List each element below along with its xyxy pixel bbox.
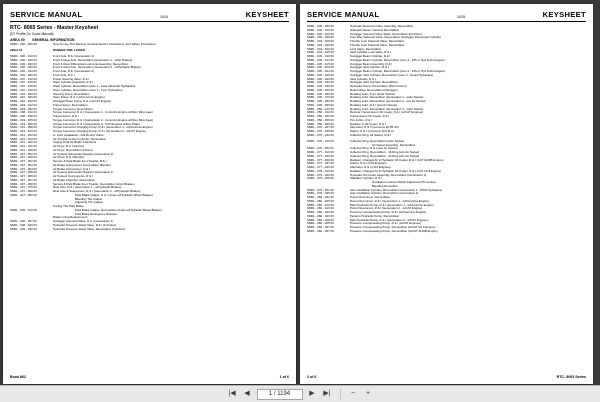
- toc-desc: Radiator & Oil Cooler, R & I: [350, 122, 386, 126]
- toc-desc: Front Axle, R & I (Generation 2): [53, 70, 95, 74]
- first-page-button[interactable]: |◀: [227, 388, 238, 400]
- toc-desc: Main Hydraulic Pump, R & I (Generation 2 - w/CAT Engines): [350, 218, 429, 222]
- toc-desc: Torque Converter Charging Pump, R & I (Generation 2 - w/CAT Engine): [53, 130, 146, 134]
- toc-code: SM01 - 077 - 020 00: [307, 153, 334, 158]
- toc-desc: Hydraulic Oil Cooler Assembly, Recondition (Generation 1): [350, 173, 427, 177]
- toc-desc: Air Brake Chamber, Recondition: [53, 178, 95, 182]
- toc-code: SM01 - 010 - 000 00: [10, 91, 37, 96]
- page-header: [307, 10, 586, 22]
- toc-code: SM01 - 045 - 040 00: [307, 87, 334, 92]
- toc-row: [307, 134, 586, 138]
- toc-desc: Jack Cylinder Lock Valve, R & I: [350, 51, 391, 55]
- page-footer: [307, 375, 586, 379]
- toc-code: SM01 - 050 - 010 00: [307, 106, 334, 111]
- toc-code: SM01 - 045 - 015 00: [307, 61, 334, 66]
- toc-desc: Brake Lining Replacement: [53, 216, 88, 220]
- zoom-in-button[interactable]: +: [363, 388, 374, 400]
- toc-code: SM01 - 007 - 010 00: [10, 76, 37, 81]
- toc-desc: Alternator, R & I (Cummins 6CTB 3C): [350, 126, 399, 130]
- toc-code: SM01 - 020 - 010 00: [10, 54, 37, 59]
- toc-desc: Hydraulic Pressure Relief Valve, Recondition (Function): [53, 227, 126, 231]
- footer-model-name: RTC- 8065 Series: [556, 375, 586, 379]
- toc-code: SM01 - 019 - 010 00: [10, 129, 37, 134]
- area-heading-00: [10, 38, 289, 42]
- toc-desc: Air Swivel Assembly, Recondition: [372, 143, 416, 147]
- toc-desc: Pump Disconnect, Recondition: [350, 196, 391, 200]
- page-header: [10, 10, 289, 22]
- toc-code: SM01 - 077 - 030 00: [307, 157, 334, 162]
- toc-desc: Bleeding Procedure: [372, 184, 398, 188]
- toc-desc: Axle Oscillation Cylinder, Recondition (Generation 1 - HDM Hydraulics): [350, 188, 443, 192]
- toc-code: SM01 - 077 - 040 00: [307, 165, 334, 170]
- toc-desc: Outrigger Solenoid Valve Stack, Recondition (Function): [350, 32, 422, 36]
- toc-code: SM01 - 020 - 020 00: [10, 57, 37, 62]
- toc-desc: Pressure Compensating Pump, Recondition (w/CAT C6.6 Engine): [350, 226, 436, 230]
- toc-code: SM01 - 010 - 006 00: [10, 95, 37, 100]
- header-left-title: SERVICE MANUAL: [10, 10, 83, 19]
- toc-code: SM01 - 027 - 050 00: [10, 151, 37, 156]
- toc-code: SM01 - 076 - 050 00: [307, 146, 334, 151]
- toc-code: SM01 - 027 - 062 00: [10, 159, 37, 164]
- toc-desc: Alternator, R & I (CAT Engines): [350, 166, 391, 170]
- toc-code: SM01 - 027 - 067 00: [10, 177, 37, 182]
- toc-desc: Collector Ring, Recondition - 44 Ring (w/o Air Swivel): [350, 154, 420, 158]
- toc-code: SM01 - 027 - 065 00: [10, 170, 37, 175]
- toc-row: [10, 43, 289, 47]
- toc-desc: Hydraulic Reservoir Filter Assembly, Recondition: [350, 25, 414, 28]
- toc-code: SM01 - 027 - 063 00: [10, 162, 37, 167]
- toc-code: SM01 - 019 - 005 00: [10, 117, 37, 122]
- toc-code: SM01 - 082 - 022 00: [307, 210, 334, 215]
- document-page-2[interactable]: [300, 4, 593, 384]
- toc-desc: Transmission, R & I: [53, 115, 79, 119]
- toc-desc: Air Dryer, R & I (Bendix): [53, 156, 85, 160]
- toc-code: SM01 - 082 - 067 00: [307, 228, 334, 233]
- toc-desc: Air System Components, R & I: [53, 175, 93, 179]
- toc-desc: Outrigger Solenoid Valve, R & I (Generation 1): [53, 220, 114, 224]
- toc-desc: Axle Oscillation Cylinder, Recondition (Generation 2): [350, 192, 419, 196]
- toc-desc: Collector Ring, Recondition - 46 Ring (w/o Air Swivel): [350, 151, 420, 155]
- page-subtitle: (D7 Profile On Cover Manual): [10, 31, 54, 36]
- toc-desc: Service & Park Brake Foot Treadle, R & I: [53, 160, 107, 164]
- toc-code: SM01 - 020 - 030 00: [10, 61, 37, 66]
- toc-desc: Radiator, Charged Air & Hydraulic Oil Cooler, R & I (CAT 3126B Engine): [350, 158, 444, 162]
- toc-code: SM01 - 082 - 048 00: [307, 217, 334, 222]
- viewer-toolbar: [0, 385, 600, 402]
- toc-code: SM01 - 021 - 020 00: [10, 136, 37, 141]
- toc-code: SM01 - 079 - 031 00: [307, 187, 334, 192]
- toc-desc: Starter, R & I (CAT Engines): [350, 162, 387, 166]
- toc-code: SM01 - 039 - 055 00: [307, 24, 334, 28]
- header-document-number: 1015: [160, 14, 169, 19]
- toc-code: SM01 - 027 - 060 00: [10, 155, 37, 160]
- toc-desc: Air Brake Compressor, R & I: [53, 167, 90, 171]
- toc-desc: Front & Rear Differential Lock Axle Assembly, Recondition: [53, 62, 129, 66]
- toc-code: SM01 - 038 - 020 00: [10, 222, 37, 227]
- header-document-number: 1015: [457, 14, 466, 19]
- toc-code: SM01 - 027 - 090 00: [10, 192, 37, 197]
- toc-code: SM01 - 007 - 019 00: [10, 87, 37, 92]
- footer-page-number: 2 of 6: [307, 375, 317, 379]
- toc-desc: Outrigger Beam Cylinder, Recondition (Gen 1 - 225 or Hyd Technologies): [350, 58, 445, 62]
- toc-desc: Hydraulic Pump, Recondition (Pilot Control): [350, 85, 407, 88]
- toc-code: SM01 - 045 - 014 00: [307, 57, 334, 62]
- toc-code: SM01 - 045 - 070 00: [307, 95, 334, 100]
- toc-code: SM01 - 010 - 030 00: [10, 99, 37, 104]
- toc-code: SM01 - 045 - 029 00: [307, 76, 334, 81]
- toc-desc: Rear Axle, R & I (Generation 1 - w/Hydraulic Brakes): [53, 186, 122, 190]
- toc-desc: Lock Valve, Recondition: [350, 47, 382, 51]
- toc-code: SM01 - 082 - 005 00: [307, 198, 334, 203]
- page-footer: [10, 375, 289, 379]
- toc-desc: Throttle Lock Solenoid Valve, Recondition: [350, 43, 405, 47]
- header-right-title: KEYSHEET: [542, 10, 586, 19]
- toc-code: SM01 - 050 - 055 00: [307, 117, 334, 122]
- toc-code: SM01 - 050 - 022 00: [307, 114, 334, 118]
- toc-desc: Front & Rear Axle, Recondition (Generation 1 - w/Air Brakes): [53, 58, 133, 62]
- toc-code: SM01 - 021 - 008 00: [10, 125, 37, 130]
- toc-desc: Torque Converter, R & I (Generation 3 - CAT Engines w/Flex Plate): [53, 122, 140, 126]
- toc-desc: Torque Converter, R & I (Generation 2 - Cummins Engine w/Fiber Ring Gear): [53, 118, 154, 122]
- toc-code: SM01 - 001 - 006 00: [10, 72, 37, 77]
- toc-code: SM01 - 027 - 068 00: [10, 181, 37, 186]
- toc-code: SM01 - 082 - 067 00: [307, 225, 334, 230]
- toc-code: SM01 - 079 - 025 00: [307, 176, 334, 181]
- toc-code: SM01 - 079 - 010 00: [307, 168, 334, 173]
- toc-code: SM01 - 021 - 028 00: [10, 147, 37, 152]
- toc-desc: Wear Cylinder, Recondition (Gen 1 - Iowa Industrial Hydraulics): [53, 85, 136, 89]
- toc-code: SM01 - 045 - 060 00: [307, 91, 334, 96]
- toc-desc: Park Brake Caliper, Recondition (Axles w/Hydraulic Wheel Brakes): [75, 208, 162, 212]
- toc-code: SM01 - 019 - 012 00: [10, 102, 37, 107]
- document-page-1[interactable]: [3, 4, 296, 384]
- toc-desc: Torque Converter, Recondition: [53, 107, 93, 111]
- toc-desc: Pump Disconnect, R & I (Generation 1 - w/Cummins Engine): [350, 199, 429, 203]
- toc-code: SM01 - 044 - 100 00: [307, 46, 334, 51]
- zoom-out-button[interactable]: −: [348, 388, 359, 400]
- toc-code: SM01 - 045 - 080 00: [307, 99, 334, 103]
- header-right-title: KEYSHEET: [245, 10, 289, 19]
- toc-desc: Torque Converter Charging Pump, R & I (Generation 1 - w/Cummins Engine): [53, 126, 153, 130]
- toc-code: SM01 - 076 - 019 00: [307, 138, 334, 143]
- toc-desc: Front & Rear Axle, Recondition (Generation 2 - w/Hydraulic Brakes): [53, 66, 141, 70]
- toc-desc: Park Brake Caliper, R & I (Axles w/Hydraulic Wheel Brakes): [75, 193, 153, 197]
- toc-desc: Outrigger Jack Cylinder, R & I: [350, 66, 389, 70]
- toc-code: SM01 - 075 - 028 00: [307, 129, 334, 133]
- toc-desc: Outrigger Beam Cylinder, R & I: [350, 55, 391, 58]
- toc-desc: Relief Valve, Recondition (Outrigger): [350, 88, 398, 92]
- toc-desc: Power Steering Valve, R & I: [53, 77, 90, 81]
- toc-code: SM01 - 036 - 037 00: [10, 219, 37, 224]
- toc-code: SM01 - 007 - 015 00: [10, 80, 37, 85]
- toc-desc: Hydraulic Pressure Relief Valve, R & I (Function): [53, 223, 117, 227]
- toc-desc: Steer Cylinder Assembly, R & I: [53, 81, 93, 85]
- toc-code: SM01 - 050 - 012 00: [307, 110, 334, 115]
- toc-desc: Outrigger Beam Assembly, R & I: [350, 62, 393, 66]
- toc-desc: Outrigger Jack Cylinder, Recondition: [350, 81, 398, 85]
- header-left-title: SERVICE MANUAL: [307, 10, 380, 19]
- toc-desc: Jack Cylinder, R & I: [350, 77, 376, 81]
- toc-code: SM01 - 039 - 030 00: [10, 226, 37, 231]
- toc-desc: Rear Axle & Suspension, R & I (Generation 2 - w/Hydraulic Brakes): [53, 190, 141, 194]
- toc-desc: Outrigger Jack Cylinder, Recondition (Gen 3 - Texas Hydraulics): [350, 73, 434, 77]
- toc-desc: Air System Schematic Diagram (Generation 1): [53, 171, 114, 175]
- toc-desc: Collector Ring, R & I (w/o Air Swivel): [350, 147, 398, 151]
- toc-desc: Radiator, Charged Air & Hydraulic Oil Cooler, R & I (CAT C6.6 Engine): [350, 169, 442, 173]
- toc-code: SM01 - 038 - 038 00: [10, 114, 37, 119]
- toc-desc: Air Brake Compressor, Recondition (Bendix): [53, 163, 111, 167]
- toc-code: SM01 - 075 - 030 00: [307, 132, 334, 137]
- toc-code: SM01 - 044 - 105 00: [307, 50, 334, 55]
- toc-code: SM01 - 045 - 035 00: [307, 84, 334, 88]
- toc-code: SM01 - 045 - 025 00: [307, 72, 334, 77]
- toc-desc: Solenoid Valves, General Recondition: [350, 28, 400, 32]
- toc-code: SM01 - 007 - 016 00: [10, 84, 37, 89]
- toc-row-area: [10, 49, 289, 53]
- toc-desc: Steer Pump, R & I (w/Cummins Engine): [53, 96, 105, 100]
- toc-code: SM01 - 030 - 010 00: [10, 207, 37, 212]
- toc-desc: Torque Converter, R & I (Generation 1 - Cummins Engine w/Fiber Ring Gear): [53, 111, 154, 115]
- toc-code: SM01 - 045 - 010 00: [307, 54, 334, 58]
- toc-code: SM01 - 045 - 024 00: [307, 69, 334, 73]
- toc-desc: Rotating Joint, Recondition (Generation 2 - w/o Air Swivel): [350, 100, 426, 103]
- toc-desc: Air Throttle Control Cylinder, Recondition: [53, 137, 107, 141]
- toc-desc: Steer Cylinder, Recondition (Gen 2 - Tyco Hydraulics): [53, 88, 123, 92]
- area-heading-label: AREA 00: [10, 37, 25, 42]
- toc-desc: Collector Ring, Recondition (w/Air Swivel): [350, 139, 405, 143]
- toc-desc: Pressure Compensating Pump, R & I (w/Cummins Engine): [350, 211, 427, 215]
- toc-code: SM01 - 082 - 010 00: [307, 202, 334, 207]
- toc-code: SM01 - 021 - 020 00: [10, 132, 37, 137]
- toc-code: SM01 - 082 - 016 00: [307, 206, 334, 211]
- toc-code: SM01 - 043 - 028 00: [307, 39, 334, 43]
- toc-desc: Rotating Joint, R & I (w/o Air Swivel): [350, 103, 398, 107]
- toc-code: SM01 - 045 - 090 00: [307, 102, 334, 107]
- toc-code: SM01 - 079 - 035 00: [307, 191, 334, 196]
- toc-desc: Throttle Lock Solenoid Valve, Recondition: [350, 40, 405, 43]
- toc-code: SM01 - 020 - 040 00: [10, 69, 37, 74]
- toc-code: SM01 - 040 - 010 00: [307, 27, 334, 32]
- toc-code: SM01 - 082 - 026 00: [307, 213, 334, 218]
- toc-desc: Transmission Oil Cooler, R & I: [350, 115, 390, 118]
- toc-code: SM01 - 043 - 035 00: [307, 42, 334, 47]
- toc-desc: Rotating Joint, Recondition (Generation 1 - w/Air Swivel): [350, 96, 424, 100]
- toc-desc: Bleeding The Caliper: [75, 197, 103, 201]
- toc-desc: Park Brake Emergency Release: [75, 212, 117, 216]
- footer-page-number: 1 of 6: [279, 375, 289, 379]
- toc-desc: Front Axle, R & I (Generation 1): [53, 55, 95, 59]
- title-block: [10, 25, 289, 36]
- toc-code: SM01 - 079 - 020 00: [307, 172, 334, 177]
- toc-desc: Pump Disconnect, R & I (Generation 2 - w/CAT Engine): [350, 207, 423, 211]
- toc-desc: Four Way Solenoid Valve, Recondition (Outrigger Directional Cylinder): [350, 36, 442, 40]
- toc-desc: Air Dryer, Recondition (Holset): [53, 148, 93, 152]
- toc-code: SM01 - 077 - 010 00: [307, 150, 334, 155]
- next-page-button[interactable]: ▶: [307, 388, 318, 400]
- toc-desc: Transmission, Recondition: [53, 103, 88, 107]
- footer-book-number: Book 862: [10, 375, 26, 379]
- last-page-button[interactable]: ▶|: [322, 388, 333, 400]
- previous-page-button[interactable]: ◀: [242, 388, 253, 400]
- toc-desc: How To Use This Manual, General Service Instructions, And Safety Procedures: [53, 42, 156, 46]
- toc-desc: Main Hydraulic Pump, R & I (Generation 1 - w/Cummins Engine): [350, 203, 434, 207]
- toc-desc: Oscillation Lockout Switch Adjustment Procedure: [372, 181, 436, 185]
- toc-desc: Testing The Park Brake: [53, 205, 84, 209]
- toc-code: SM01 - 077 - 037 00: [307, 161, 334, 166]
- toc-desc: Caging Dual Air Brake Chambers: [53, 141, 97, 145]
- toc-desc: Tandem Hydraulic Pump, Recondition: [350, 214, 400, 218]
- toc-code: SM01 - 021 - 020 00: [10, 140, 37, 145]
- toc-code: SM01 - 000 - 020 00: [10, 65, 37, 70]
- toc-desc: Air Dryer, R & I (Norton): [53, 145, 85, 149]
- toc-code: SM01 - 027 - 080 00: [10, 189, 37, 194]
- toc-desc: Steering Pump, Recondition: [53, 92, 90, 96]
- toc-desc: Tire & Rim, R & I: [350, 118, 372, 122]
- toc-code: SM01 - 038 - 010 00: [10, 110, 37, 115]
- toc-desc: Rotating Joint, Recondition (Generation 3 - w/Air Swivel): [350, 107, 424, 111]
- toc-code: SM01 - 027 - 066 00: [10, 174, 37, 179]
- toc-desc: Pressure Compensating Pump, Recondition (w/CAT 3126B Engine): [350, 229, 438, 233]
- toc-code: SM01 - 021 - 021 00: [10, 144, 37, 149]
- toc-desc: RUBBER TIRE LOWER: [53, 49, 85, 53]
- toc-code: SM01 - 027 - 064 00: [10, 166, 37, 171]
- toc-code: SM01 - 045 - 033 00: [307, 80, 334, 85]
- page-number-input[interactable]: 1 / 1194: [257, 389, 303, 400]
- toc-desc: Air System Schematic Diagram (Generation 2): [53, 152, 114, 156]
- toc-row: [10, 228, 289, 232]
- toolbar-divider: [340, 389, 341, 399]
- toc-desc: Rotating Joint, R & I (w/Air Swivel): [350, 92, 395, 96]
- toc-code: SM01 - 045 - 020 00: [307, 65, 334, 70]
- toc-desc: Service & Park Brake Foot Treadle, Recondition (w/Air Brakes): [53, 182, 135, 186]
- toc-row: [307, 230, 586, 234]
- toc-code: SM00 - 000 - 000 00: [10, 41, 37, 46]
- toc-list-page-2: [307, 25, 586, 234]
- toc-code: SM01 - 027 - 070 00: [10, 185, 37, 190]
- toc-desc: Remote Transmission Oil Cooler, R & I (w/CAT Engines): [350, 111, 424, 115]
- toc-desc: Front Axle, R & I: [53, 73, 75, 77]
- toc-code: SM01 - 019 - 006 00: [10, 121, 37, 126]
- toc-code: SM01 - 019 - 030 00: [10, 106, 37, 111]
- toc-desc: U- Joint Installation - Full Round Yokes: [53, 133, 104, 137]
- toc-desc: Starter, R & I (Cummins 6CT B C): [350, 130, 395, 133]
- toc-desc: Outrigger Beam Cylinder, Recondition (Gen 2 - 225 or Hyd Technologies): [350, 70, 445, 73]
- toc-code: SM01 - 040 - 030 00: [307, 35, 334, 40]
- toc-list-page-1: [10, 43, 289, 232]
- toc-code: SM01 - 082 - 065 00: [307, 221, 334, 226]
- toc-code: SM01 - 082 - 002 00: [307, 195, 334, 200]
- toc-code: SM01 - 070 - 027 00: [307, 125, 334, 130]
- toc-code: SM01 - 040 - 020 00: [307, 31, 334, 36]
- toc-desc: Collector Ring, Air Swivel, R & I: [350, 133, 391, 137]
- area-heading-text: GENERAL INFORMATION: [32, 37, 75, 42]
- toc-desc: Stabilizer Cylinder, R & I: [350, 177, 382, 181]
- toc-desc: Outrigger/Steer Pump, R & I (w/CAT Engine): [53, 100, 112, 104]
- toc-code: SM01 - 050 - 060 00: [307, 121, 334, 126]
- toc-desc: Adjusting The Caliper: [75, 201, 104, 205]
- page-title: RTC- 8065 Series - Master Keysheet: [10, 25, 99, 31]
- toc-desc: Pressure Compensating Pump, R & I (w/CAT Engines): [350, 222, 421, 226]
- toc-code: AREA 01: [10, 48, 23, 53]
